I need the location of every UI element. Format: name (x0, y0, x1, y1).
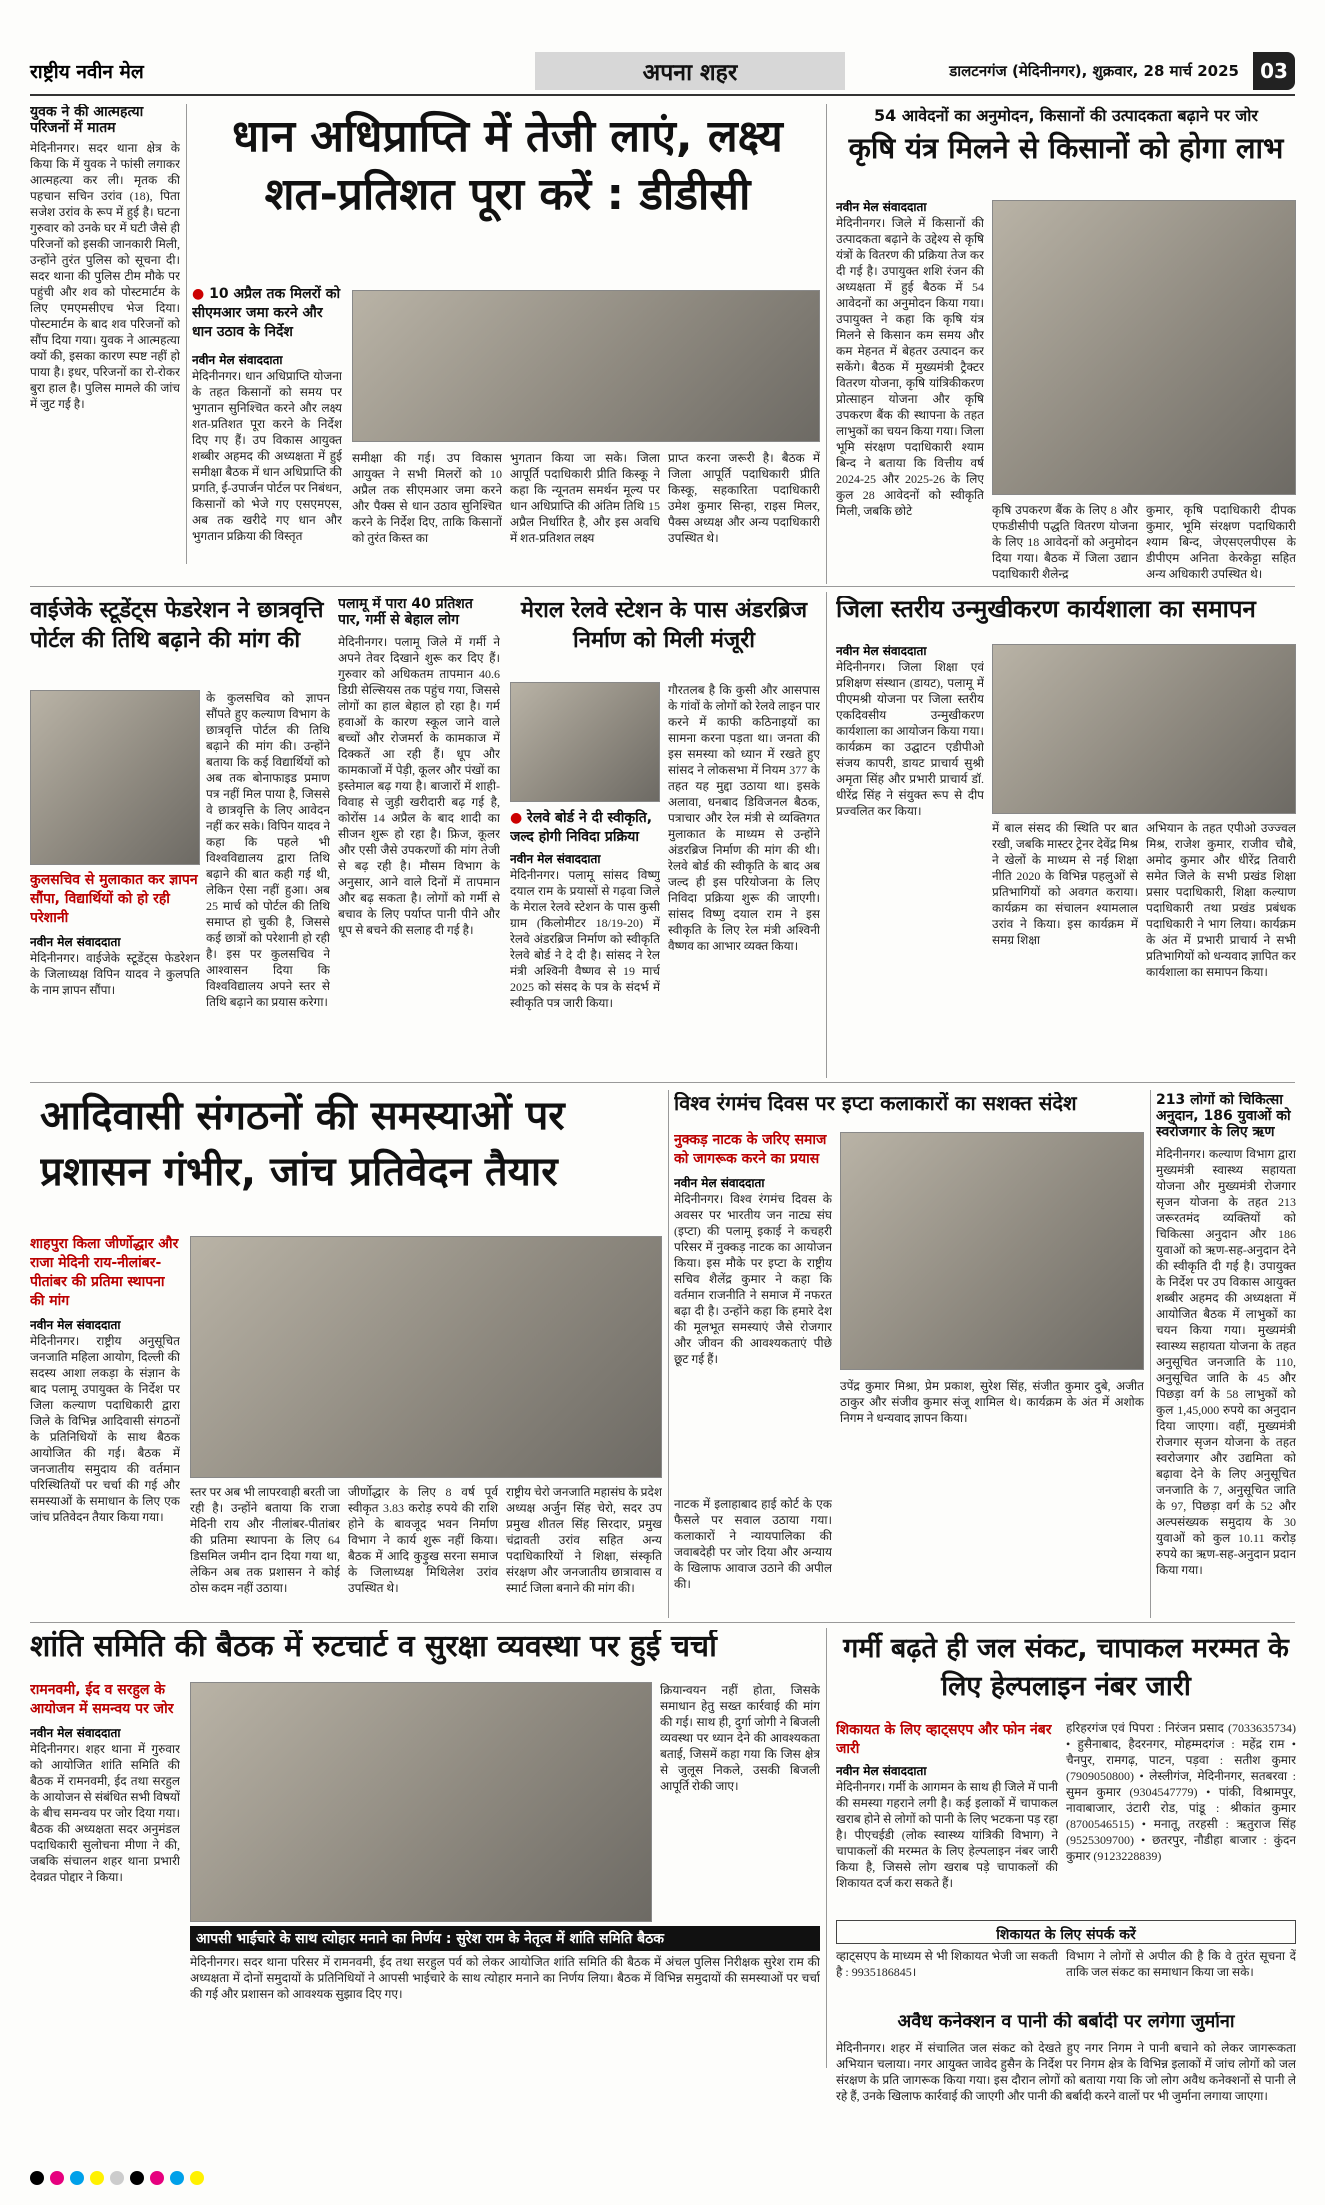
peace-byline: नवीन मेल संवाददाता (30, 1726, 121, 1740)
lead-sidebar (192, 284, 342, 584)
section-rule (30, 1082, 1295, 1083)
peace-header (30, 1630, 820, 1674)
water-headline: गर्मी बढ़ते ही जल संकट, चापाकल मरम्मत के लिए हेल्पलाइन नंबर जारी (843, 1633, 1289, 1702)
rail-headline: मेराल रेलवे स्टेशन के पास अंडरब्रिज निर्माण को मिली मंजूरी (520, 598, 808, 653)
section-rule (30, 1622, 1295, 1623)
lead-photo (352, 290, 820, 442)
lead-headline-block (195, 108, 820, 258)
vjk-headline: वाईजेके स्टूडेंट्स फेडरेशन ने छात्रवृत्ति पोर्टल की तिथि बढ़ाने की मांग की (30, 598, 324, 653)
page-number-badge: 03 (1253, 52, 1295, 90)
vjk-kicker: कुलसचिव से मुलाकात कर ज्ञापन सौंपा, विद्यार्थियों को हो रही परेशानी (30, 872, 198, 926)
adivasi-col-1 (30, 1234, 180, 1614)
color-swatch (190, 2171, 204, 2185)
water-kicker: शिकायत के लिए व्हाट्सएप और फोन नंबर जारी (836, 1722, 1052, 1757)
newspaper-brand: राष्ट्रीय नवीन मेल (30, 61, 144, 83)
rail-body-1: मेदिनीनगर। पलामू सांसद विष्णु दयाल राम के प्रयासों से गढ़वा जिले के मेराल रेलवे स्टेशन के पास कुसी ग्राम (किलोमीटर 18/19-20) में रेलवे अंडरब्रिज निर्माण को स्वीकृति रेलवे बोर्ड ने दे दी है। सांसद ने रेल मंत्री अश्विनी वैष्णव से 19 मार्च 2025 को संसद के पत्र के संदर्भ में स्वीकृति पत्र जारी किया। (510, 868, 660, 1010)
column-divider (186, 104, 187, 564)
workshop-col-1 (836, 642, 984, 1076)
lead-body-3: भुगतान किया जा सके। जिला आपूर्ति पदाधिकारी प्रीति किस्कू ने कहा कि न्यूनतम समर्थन मूल्य पर धान अधिप्राप्ति की अंतिम तिथि 15 अप्रैल निर्धारित है, और इस अवधि में शत-प्रतिशत लक्ष्य (510, 451, 660, 545)
water-col-1 (836, 1720, 1058, 1916)
water-contacts: हरिहरगंज एवं पिपरा : निरंजन प्रसाद (7033635734) • हुसैनाबाद, हैदरनगर, मोहम्मदगंज : महेंद्र राम • चैनपुर, रामगढ़, पाटन, पड़वा : सतीश कुमार (7909050800) • लेस्लीगंज, मेदिनीनगर, सतबरवा : सुमन कुमार (9304547779) • पांकी, विश्रामपुर, नावाबाजार, उंटारी रोड, पांडू : श्रीकांत कुमार (8700546515) • मनातू, तरहसी : ऋतुराज सिंह (9525309700) • छतरपुर, नौडीहा बाजार : कुंदन कुमार (9123228839) (1066, 1721, 1296, 1863)
section-band (535, 52, 845, 90)
color-swatch (90, 2171, 104, 2185)
loan-body: मेदिनीनगर। कल्याण विभाग द्वारा मुख्यमंत्री स्वास्थ्य सहायता योजना और मुख्यमंत्री रोजगार सृजन योजना के तहत 213 जरूरतमंद व्यक्तियों को चिकित्सा अनुदान और 186 युवाओं को ऋण-सह-अनुदान देने की स्वीकृति दी गई है। उपायुक्त के निर्देश पर उप विकास आयुक्त शब्बीर अहमद की अध्यक्षता में आयोजित बैठक में लाभुकों का चयन किया गया। मुख्यमंत्री स्वास्थ्य सहायता योजना के तहत अनुसूचित जनजाति के 110, अनुसूचित जाति के 45 और पिछड़ा वर्ग के 58 लाभुकों को कुल 1,45,000 रुपये का अनुदान दिया जाएगा। वहीं, मुख्यमंत्री रोजगार सृजन योजना के तहत स्वरोजगार और उद्यमिता को बढ़ावा देने के लिए अनुसूचित जनजाति के 7, अनुसूचित जाति के 97, पिछड़ा वर्ग के 52 और अल्पसंख्यक समुदाय के 30 युवाओं को कुल 10.11 करोड़ रुपये का ऋण-सह-अनुदान प्रदान किया गया। (1156, 1147, 1296, 1578)
peace-caption-body: मेदिनीनगर। सदर थाना परिसर में रामनवमी, ईद तथा सरहुल पर्व को लेकर आयोजित शांति समिति की बैठक में अंचल पुलिस निरीक्षक सुरेश राम की अध्यक्षता में दोनों समुदायों के प्रतिनिधियों ने आपसी भाईचारे के साथ त्योहार मनाने का निर्णय लिया। बैठक में विभिन्न समुदायों की समस्याओं पर चर्चा की गई और प्रशासन को आवश्यक सुझाव दिए गए। (190, 1955, 820, 2001)
water-whatsapp: व्हाट्सएप के माध्यम से भी शिकायत भेजी जा सकती है : 9935186845। (836, 1949, 1058, 1979)
ipta-col-1 (674, 1130, 832, 1490)
peace-kicker: रामनवमी, ईद व सरहुल के आयोजन में समन्वय पर जोर (30, 1682, 174, 1717)
masthead (30, 52, 1295, 90)
fine-header (836, 2012, 1296, 2042)
vjk-header (30, 596, 330, 682)
water-byline: नवीन मेल संवाददाता (836, 1764, 927, 1778)
ipta-byline: नवीन मेल संवाददाता (674, 1176, 765, 1190)
peace-photo (190, 1682, 652, 1922)
adivasi-body-1: मेदिनीनगर। राष्ट्रीय अनुसूचित जनजाति महिला आयोग, दिल्ली की सदस्य आशा लकड़ा के संज्ञान के बाद पलामू उपायुक्त के निर्देश पर जिला कल्याण पदाधिकारी द्वारा जिले के विभिन्न आदिवासी संगठनों के प्रतिनिधियों के साथ बैठक आयोजित की गई। बैठक में जनजातीय समुदाय की वर्तमान परिस्थितियों पर चर्चा की गई और समस्याओं के समाधान के लिए एक जांच प्रतिवेदन तैयार किया गया। (30, 1334, 180, 1524)
heat-headline: पलामू में पारा 40 प्रतिशत पार, गर्मी से बेहाल लोग (338, 596, 473, 629)
workshop-body-1: मेदिनीनगर। जिला शिक्षा एवं प्रशिक्षण संस्थान (डायट), पलामू में पीएमश्री योजना पर जिला स्तरीय एकदिवसीय उन्मुखीकरण कार्यशाला का आयोजन किया गया। कार्यक्रम का उद्घाटन एडीपीओ संजय कापरी, डायट प्राचार्य सुश्री अमृता सिंह और प्रभारी प्राचार्य डॉ. धीरेंद्र सिंह ने संयुक्त रूप से दीप प्रज्वलित कर किया। (836, 660, 984, 818)
ipta-body-1: मेदिनीनगर। विश्व रंगमंच दिवस के अवसर पर भारतीय जन नाट्य संघ (इप्टा) की पलामू इकाई ने कचहरी परिसर में नुक्कड़ नाटक का आयोजन किया। इस मौके पर इप्टा के राष्ट्रीय सचिव शैलेंद्र कुमार ने कहा कि वर्तमान राजनीति ने समाज में नफरत बढ़ा दी है। उन्होंने कहा कि हमारे देश की मूलभूत समस्याएं जैसे रोजगार और जीवन की आवश्यकताएं पीछे छूट गई हैं। (674, 1192, 832, 1366)
agri-headline: कृषि यंत्र मिलने से किसानों को होगा लाभ (848, 131, 1284, 165)
workshop-body-3: अभियान के तहत एपीओ उज्ज्वल मिश्र, राजेश कुमार, राजीव चौबे, अमोद कुमार और धीरेंद्र तिवारी समेत जिले के सभी प्रखंड शिक्षा प्रसार पदाधिकारी, शिक्षा कल्याण पदाधिकारी तथा प्रखंड प्रबंधक पदाधिकारी ने भाग लिया। कार्यक्रम के अंत में प्रभारी प्राचार्य ने सभी प्रतिभागियों को धन्यवाद ज्ञापित कर कार्यशाला का समापन किया। (1146, 821, 1296, 979)
peace-col-1 (30, 1680, 180, 2065)
lead-headline-line-1: धान अधिप्राप्ति में तेजी लाएं, लक्ष्य (232, 111, 783, 162)
lead-kicker: ● 10 अप्रैल तक मिलरों को सीएमआर जमा करने और धान उठाव के निर्देश (192, 284, 342, 341)
rail-header (508, 596, 820, 676)
column-divider (1150, 1090, 1151, 1618)
vjk-side (30, 870, 200, 1075)
rail-body-2: गौरतलब है कि कुसी और आसपास के गांवों के लोगों को रेलवे लाइन पार करने में काफी कठिनाइयों का सामना करना पड़ता था। जनता की इस समस्या को ध्यान में रखते हुए सांसद ने लोकसभा में नियम 377 के तहत यह मुद्दा उठाया था। इसके अलावा, धनबाद डिविजनल बैठक, पत्राचार और रेल मंत्री से व्यक्तिगत मुलाकात के माध्यम से उन्होंने अंडरब्रिज निर्माण की मांग की थी। रेलवे बोर्ड की स्वीकृति के बाद अब जल्द ही इस परियोजना के लिए निविदा प्रक्रिया शुरू की जाएगी। सांसद विष्णु दयाल राम ने इस स्वीकृति के लिए रेल मंत्री अश्विनी वैष्णव का आभार व्यक्त किया। (668, 683, 820, 953)
agri-body-3: कुमार, कृषि पदाधिकारी दीपक कुमार, भूमि संरक्षण पदाधिकारी श्याम बिन्द, जेएसएलपीएस के डीपीएम अनिता केरकेट्टा सहित अन्य अधिकारी उपस्थित थे। (1146, 503, 1296, 580)
color-swatch (70, 2171, 84, 2185)
agri-photo (992, 200, 1296, 495)
peace-body-2: क्रियान्वयन नहीं होता, जिसके समाधान हेतु सख्त कार्रवाई की मांग की गई। साथ ही, दुर्गा जोगी ने बिजली व्यवस्था पर ध्यान देने की आवश्यकता बताई, जिसमें कहा गया कि जिस क्षेत्र से जुलूस निकले, उसकी बिजली आपूर्ति रोकी जाए। (660, 1683, 820, 1793)
vjk-photo (30, 690, 200, 865)
ipta-body-2: नाटक में इलाहाबाद हाई कोर्ट के एक फैसले पर सवाल उठाया गया। कलाकारों ने न्यायपालिका की जवाबदेही पर जोर दिया और अन्याय के खिलाफ आवाज उठाने की अपील की। (674, 1497, 832, 1591)
adivasi-photo (190, 1236, 662, 1478)
rail-byline: नवीन मेल संवाददाता (510, 852, 601, 866)
workshop-headline: जिला स्तरीय उन्मुखीकरण कार्यशाला का समापन (836, 596, 1256, 623)
adivasi-headline-line-1: आदिवासी संगठनों की समस्याओं पर (40, 1093, 565, 1139)
rail-photo (510, 682, 660, 802)
rail-side (510, 808, 660, 1076)
color-swatch (170, 2171, 184, 2185)
lead-body-4: प्राप्त करना जरूरी है। बैठक में जिला आपूर्ति पदाधिकारी प्रीति किस्कू, सहकारिता पदाधिकारी उमेश कुमार सिन्हा, राइस मिलर, पैक्स अध्यक्ष और अन्य पदाधिकारी उपस्थित थे। (668, 451, 820, 545)
water-contacts-title: शिकायत के लिए संपर्क करें (996, 1927, 1136, 1943)
ipta-headline: विश्व रंगमंच दिवस पर इप्टा कलाकारों का सशक्त संदेश (674, 1092, 1077, 1115)
adivasi-kicker: शाहपुरा किला जीर्णोद्धार और राजा मेदिनी राय-नीलांबर-पीतांबर की प्रतिमा स्थापना की मांग (30, 1236, 179, 1309)
color-swatch (50, 2171, 64, 2185)
agri-overline: 54 आवेदनों का अनुमोदन, किसानों की उत्पादकता बढ़ाने पर जोर (874, 106, 1258, 125)
section-rule (30, 586, 1295, 587)
agri-body-2: कृषि उपकरण बैंक के लिए 8 और एफडीसीपी पद्धति वितरण योजना के लिए 18 आवेदनों को अनुमोदन दिया गया। बैठक में जिला उद्यान पदाधिकारी शैलेन्द्र (992, 503, 1138, 580)
color-swatch (130, 2171, 144, 2185)
workshop-header (836, 596, 1296, 636)
peace-body-1: मेदिनीनगर। शहर थाना में गुरुवार को आयोजित शांति समिति की बैठक में रामनवमी, ईद तथा सरहुल के आयोजन से संबंधित सभी विषयों के बीच समन्वय पर जोर दिया गया। बैठक की अध्यक्षता सदर अनुमंडल पदाधिकारी सुलोचना मीणा ने की, जबकि संचालन शहर थाना प्रभारी देवव्रत पोद्दार ने किया। (30, 1742, 180, 1884)
agri-body-1: मेदिनीनगर। जिले में किसानों की उत्पादकता बढ़ाने के उद्देश्य से कृषि यंत्रों के वितरण की प्रक्रिया तेज कर दी गई है। उपायुक्त शशि रंजन की अध्यक्षता में हुई बैठक में 54 आवेदनों का अनुमोदन किया गया। उपायुक्त ने कहा कि कृषि यंत्र मिलने से किसान कम समय और कम मेहनत में बेहतर उत्पादन कर सकेंगे। बैठक में मुख्यमंत्री ट्रैक्टर वितरण योजना, कृषि यांत्रिकीकरण प्रोत्साहन योजना और कृषि उपकरण बैंक की स्थापना के तहत लाभुकों का चयन किया गया। जिला भूमि संरक्षण पदाधिकारी श्याम बिन्द ने बताया कि वित्तीय वर्ष 2024-25 और 2025-26 के लिए कुल 28 आवेदनों को स्वीकृति मिली, जबकि छोटे (836, 216, 984, 518)
water-body: मेदिनीनगर। गर्मी के आगमन के साथ ही जिले में पानी की समस्या गहराने लगी है। कई इलाकों में चापाकल खराब होने से लोगों को पानी के लिए भटकना पड़ रहा है। पीएचईडी (लोक स्वास्थ्य यांत्रिकी विभाग) ने चापाकलों की मरम्मत के लिए हेल्पलाइन नंबर जारी किया है, जिससे लोग खराब पड़े चापाकलों की शिकायत दर्ज करा सकते हैं। (836, 1780, 1058, 1890)
vjk-byline: नवीन मेल संवाददाता (30, 935, 121, 949)
loan-headline: 213 लोगों को चिकित्सा अनुदान, 186 युवाओं को स्वरोजगार के लिए ऋण (1156, 1092, 1291, 1141)
heat-body: मेदिनीनगर। पलामू जिले में गर्मी ने अपने तेवर दिखाने शुरू कर दिए हैं। गुरुवार को अधिकतम तापमान 40.6 डिग्री सेल्सियस तक पहुंच गया, जिससे लोगों का हाल बेहाल हो रहा है। गर्म हवाओं के कारण स्कूल जाने वाले बच्चों और रोजमर्रा के कामकाज में दिक्कतें आ रही हैं। धूप और कामकाजों में पेड़ी, कूलर और पंखों का इस्तेमाल बढ़ गया है। बाजारों में शाही-विवाह से जुड़ी खरीदारी बढ़ गई है, कोरोंस 14 अप्रैल के बाद शादी का सीजन शुरू हो रहा है। फ्रिज, कूलर और एसी जैसे उपकरणों की मांग तेजी से बढ़ रही है। मौसम विभाग के अनुसार, आने वाले दिनों में तापमान और बढ़ सकता है। लोगों को गर्मी से बचाव के लिए पर्याप्त पानी पीने और धूप से बचने की सलाह दी गई है। (338, 635, 500, 938)
section-name: अपना शहर (642, 59, 738, 86)
vjk-body-1: मेदिनीनगर। वाईजेके स्टूडेंट्स फेडरेशन के जिलाध्यक्ष विपिन यादव ने कुलपति के नाम ज्ञापन सौंपा। (30, 951, 200, 997)
agri-header (836, 104, 1296, 194)
color-swatch (30, 2171, 44, 2185)
adivasi-header (40, 1088, 670, 1228)
agri-byline: नवीन मेल संवाददाता (836, 200, 927, 214)
water-closing: विभाग ने लोगों से अपील की है कि वे तुरंत सूचना दें ताकि जल संकट का समाधान किया जा सके। (1066, 1949, 1296, 1979)
adivasi-body-4: राष्ट्रीय चेरो जनजाति महासंघ के प्रदेश अध्यक्ष अर्जुन सिंह चेरो, सदर उप प्रमुख शीतल सिंह सिरदार, प्रमुख चंद्रावती उरांव सहित अन्य पदाधिकारियों ने शिक्षा, संस्कृति संरक्षण और जनजातीय छात्रावास व स्मार्ट जिला बनाने की मांग की। (506, 1485, 662, 1595)
vjk-body-2: के कुलसचिव को ज्ञापन सौंपते हुए कल्याण विभाग के छात्रवृत्ति पोर्टल की तिथि बढ़ाने की मांग की। उन्होंने बताया कि कई विद्यार्थियों को अब तक बोनाफाइड प्रमाण पत्र नहीं मिल पाया है, जिससे वे छात्रवृत्ति के लिए आवेदन नहीं कर सके। विपिन यादव ने कहा कि पहले भी विश्वविद्यालय द्वारा तिथि बढ़ाने की बात कही गई थी, लेकिन ऐसा नहीं हुआ। अब 25 मार्च को पोर्टल की तिथि समाप्त हो चुकी है, जिससे कई छात्रों को परेशानी हो रही है। इस पर कुलसचिव ने आश्वासन दिया कि विश्वविद्यालय अपने स्तर से तिथि बढ़ाने का प्रयास करेगा। (206, 691, 330, 1009)
water-header (836, 1630, 1296, 1716)
lead-byline: नवीन मेल संवाददाता (192, 353, 283, 367)
fine-body: मेदिनीनगर। शहर में संचालित जल संकट को देखते हुए नगर निगम ने पानी बचाने को लेकर जागरूकता अभियान चलाया। नगर आयुक्त जावेद हुसैन के निर्देश पर निगम क्षेत्र के विभिन्न इलाकों में जांच लोगों को जल संरक्षण के प्रति जागरूक किया गया। इस दौरान लोगों को बताया गया कि जो लोग अवैध कनेक्शनों से पानी ले रहे हैं, उनके खिलाफ कार्रवाई की जाएगी और पानी की बर्बादी करने वालों पर भी जुर्माना लगाया जाएगा। (836, 2041, 1296, 2103)
adivasi-byline: नवीन मेल संवाददाता (30, 1318, 121, 1332)
dateline: डालटनगंज (मेदिनीनगर), शुक्रवार, 28 मार्च 2025 (949, 62, 1239, 80)
peace-headline: शांति समिति की बैठक में रुटचार्ट व सुरक्षा व्यवस्था पर हुई चर्चा (30, 1630, 717, 1664)
workshop-byline: नवीन मेल संवाददाता (836, 644, 927, 658)
heat-story (338, 596, 500, 1076)
loan-story (1156, 1092, 1296, 1614)
ipta-photo (840, 1132, 1144, 1370)
suicide-story (30, 104, 180, 544)
masthead-rule (30, 94, 1295, 96)
adivasi-body-3: जीर्णोद्धार के लिए 8 वर्ष पूर्व स्वीकृत 3.83 करोड़ रुपये की राशि होने के बावजूद भवन निर्माण विभाग ने कार्य शुरू नहीं किया। बैठक में आदि कुड़ुख सरना समाज के जिलाध्यक्ष मिथिलेश उरांव उपस्थित थे। (348, 1485, 498, 1595)
fine-headline: अवैध कनेक्शन व पानी की बर्बादी पर लगेगा जुर्माना (897, 2012, 1235, 2032)
adivasi-headline-line-2: प्रशासन गंभीर, जांच प्रतिवेदन तैयार (40, 1149, 558, 1195)
ipta-body-3: उपेंद्र कुमार मिश्रा, प्रेम प्रकाश, सुरेश सिंह, संजीत कुमार दुबे, अजीत ठाकुर और संजीव कुमार संजू शामिल थे। कार्यक्रम के अंत में अशोक निगम ने धन्यवाद ज्ञापन किया। (840, 1379, 1144, 1425)
printer-color-bar (30, 2171, 1295, 2185)
column-divider (668, 1090, 669, 1618)
workshop-body-2: में बाल संसद की स्थिति पर बात रखी, जबकि मास्टर ट्रेनर देवेंद्र मिश्र ने खेलों के माध्यम से नई शिक्षा नीति 2020 के विभिन्न पहलुओं से प्रतिभागियों को अवगत कराया। कार्यक्रम का संचालन श्यामलाल उरांव ने किया। इस कार्यक्रम में समग्र शिक्षा (992, 821, 1138, 947)
lead-body-1: मेदिनीनगर। धान अधिप्राप्ति योजना के तहत किसानों को समय पर भुगतान सुनिश्चित करने और लक्ष्य शत-प्रतिशत पूरा करने के निर्देश दिए गए हैं। उप विकास आयुक्त शब्बीर अहमद की अध्यक्षता में हुई समीक्षा बैठक में धान अधिप्राप्ति की प्रगति, ई-उपार्जन पोर्टल पर निबंधन, किसानों को भेजे गए एसएमएस, अब तक खरीदे गए धान और भुगतान प्रक्रिया की विस्तृत (192, 369, 342, 543)
ipta-kicker: नुक्कड़ नाटक के जरिए समाज को जागरूक करने का प्रयास (674, 1132, 827, 1167)
column-divider (826, 104, 827, 584)
suicide-body: मेदिनीनगर। सदर थाना क्षेत्र के किया कि में युवक ने फांसी लगाकर आत्महत्या कर ली। मृतक की पहचान सचिन उरांव (18), पिता सजेश उरांव के रूप में हुई है। घटना गुरुवार को उनके घर में घटी जैसे ही परिजनों को इसकी जानकारी मिली, उन्होंने तुरंत पुलिस को सूचना दी। सदर थाना की पुलिस टीम मौके पर पहुंची और शव को पोस्टमार्टम के लिए एमएमसीएच भेज दिया। पोस्टमार्टम के बाद शव परिजनों को सौंप दिया गया। युवक ने आत्महत्या क्यों की, इसका कारण स्पष्ट नहीं हो पाया है। इधर, परिजनों का रो-रोकर बुरा हाल है। पुलिस मामले की जांच में जुट गई है। (30, 141, 180, 412)
color-swatch (150, 2171, 164, 2185)
lead-headline-line-2: शत-प्रतिशत पूरा करें : डीडीसी (264, 169, 751, 220)
ipta-header (674, 1092, 1144, 1126)
peace-caption-bar: आपसी भाईचारे के साथ त्योहार मनाने का निर्णय : सुरेश राम के नेतृत्व में शांति समिति बैठक (190, 1926, 820, 1951)
color-swatch (110, 2171, 124, 2185)
lead-body-2: समीक्षा की गई। उप विकास आयुक्त ने सभी मिलरों को 10 अप्रैल तक सीएमआर जमा करने और पैक्स से धान उठाव सुनिश्चित करने के निर्देश दिए, ताकि किसानों को तुरंत किस्त का (352, 451, 502, 545)
workshop-photo (992, 644, 1296, 814)
rail-kicker: ● रेलवे बोर्ड ने दी स्वीकृति, जल्द होगी निविदा प्रक्रिया (510, 808, 660, 846)
column-divider (826, 1628, 827, 2068)
water-contacts-title-box (836, 1920, 1296, 1944)
agri-col-1 (836, 198, 984, 578)
suicide-headline: युवक ने की आत्महत्या परिजनों में मातम (30, 104, 144, 137)
adivasi-body-2: स्तर पर अब भी लापरवाही बरती जा रही है। उन्होंने बताया कि राजा मेदिनी राय और नीलांबर-पीतांबर की प्रतिमा स्थापना के लिए 64 डिसमिल जमीन दान दिया गया था, लेकिन अब तक प्रशासन ने कोई ठोस कदम नहीं उठाया। (190, 1485, 340, 1595)
column-divider (826, 592, 827, 1078)
